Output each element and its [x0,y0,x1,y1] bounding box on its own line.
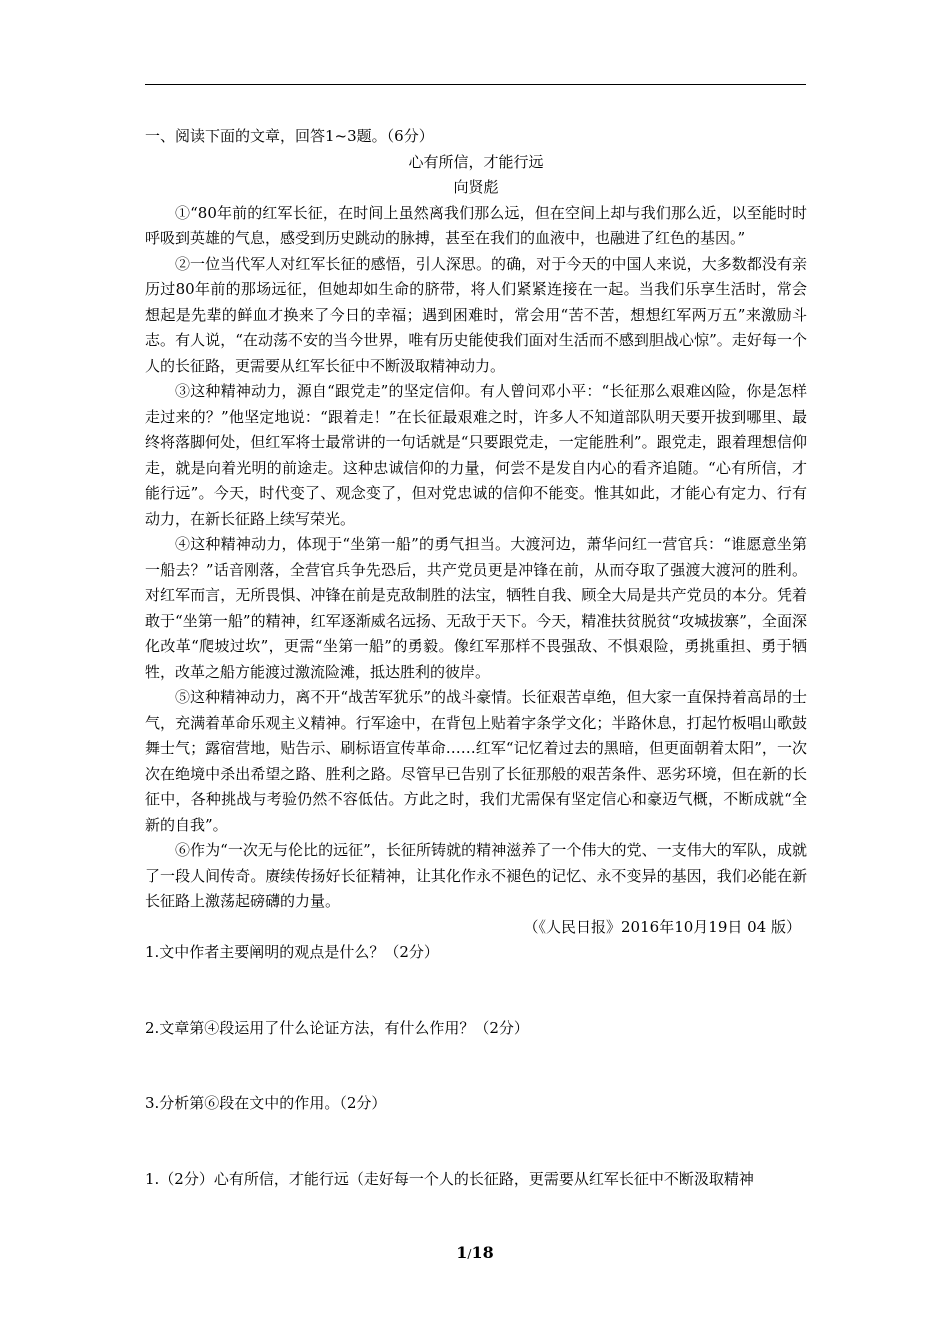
total-pages: 18 [471,1243,494,1262]
paragraph-4: ④这种精神动力，体现于“坐第一船”的勇气担当。大渡河边，萧华问红一营官兵：“谁愿意坐第一船去？”话音刚落，全营官兵争先恐后，共产党员更是冲锋在前，从而夺取了强渡大渡河的胜利。对红军而言，无所畏惧、冲锋在前是克敌制胜的法宝，牺牲自我、顾全大局是共产党员的本分。凭着敢于“坐第一船”的精神，红军逐渐威名远扬、无敌于天下。今天，精准扶贫脱贫“攻城拔寨”，全面深化改革“爬坡过坎”，更需“坐第一船”的勇毅。像红军那样不畏强敌、不惧艰险，勇挑重担、勇于牺牲，改革之船方能渡过激流险滩，抵达胜利的彼岸。 [145,535,807,681]
header-rule [145,84,806,85]
question-3: 3.分析第⑥段在文中的作用。（2分） [145,1094,387,1112]
paragraph-2: ②一位当代军人对红军长征的感悟，引人深思。的确，对于今天的中国人来说，大多数都没有亲历过80年前的那场远征，但她却如生命的脐带，将人们紧紧连接在一起。当我们乐享生活时，常会想起是先辈的鲜血才换来了今日的幸福；遇到困难时，常会用“苦不苦，想想红军两万五”来激励斗志。有人说，“在动荡不安的当今世界，唯有历史能使我们面对生活而不感到胆战心惊”。走好每一个人的长征路，更需要从红军长征中不断汲取精神动力。 [145,254,807,375]
paragraph-3: ③这种精神动力，源自“跟党走”的坚定信仰。有人曾问邓小平：“长征那么艰难凶险，你是怎样走过来的？”他坚定地说：“跟着走！”在长征最艰难之时，许多人不知道部队明天要开拔到哪里、最终将落脚何处，但红军将士最常讲的一句话就是“只要跟党走，一定能胜利”。跟党走，跟着理想信仰走，就是向着光明的前途走。这种忠诚信仰的力量，何尝不是发自内心的看齐追随。“心有所信，才能行远”。今天，时代变了、观念变了，但对党忠诚的信仰不能变。惟其如此，才能心有定力、行有动力，在新长征路上续写荣光。 [145,382,807,528]
section-heading: 一、阅读下面的文章，回答1~3题。（6分） [145,127,434,145]
article-source: （《人民日报》2016年10月19日 04 版） [523,917,801,936]
current-page: 1 [456,1243,468,1262]
answer-1-start: 1.（2分）心有所信，才能行远（走好每一个人的长征路，更需要从红军长征中不断汲取精神 [145,1169,754,1188]
article-author: 向贤彪 [453,178,499,196]
question-2: 2.文章第④段运用了什么论证方法，有什么作用？（2分） [145,1018,529,1037]
paragraph-5: ⑤这种精神动力，离不开“战苦军犹乐”的战斗豪情。长征艰苦卓绝，但大家一直保持着高昂的士气，充满着革命乐观主义精神。行军途中，在背包上贴着字条学文化；半路休息，打起竹板唱山歌鼓舞士气；露宿营地，贴告示、刷标语宣传革命……红军“记忆着过去的黑暗，但更面朝着太阳”，一次次在绝境中杀出希望之路、胜利之路。尽管早已告别了长征那般的艰苦条件、恶劣环境，但在新的长征中，各种挑战与考验仍然不容低估。方此之时，我们尤需保有坚定信心和豪迈气概，不断成就“全新的自我”。 [145,688,807,834]
page-separator: / [467,1247,472,1261]
page-number [0,1243,950,1262]
paragraph-6: ⑥作为“一次无与伦比的远征”，长征所铸就的精神滋养了一个伟大的党、一支伟大的军队，成就了一段人间传奇。赓续传扬好长征精神，让其化作永不褪色的记忆、永不变异的基因，我们必能在新长征路上激荡起磅礴的力量。 [145,841,807,910]
article-title: 心有所信，才能行远 [408,152,544,171]
document-body [145,124,807,1192]
paragraph-1: ①“80年前的红军长征，在时间上虽然离我们那么远，但在空间上却与我们那么近，以至能时时呼吸到英雄的气息，感受到历史跳动的脉搏，甚至在我们的血液中，也融进了红色的基因。” [145,203,807,247]
answer-space-3 [145,1117,807,1167]
answer-space-1 [145,966,807,1016]
question-1: 1.文中作者主要阐明的观点是什么？（2分） [145,943,439,961]
answer-space-2 [145,1041,807,1091]
